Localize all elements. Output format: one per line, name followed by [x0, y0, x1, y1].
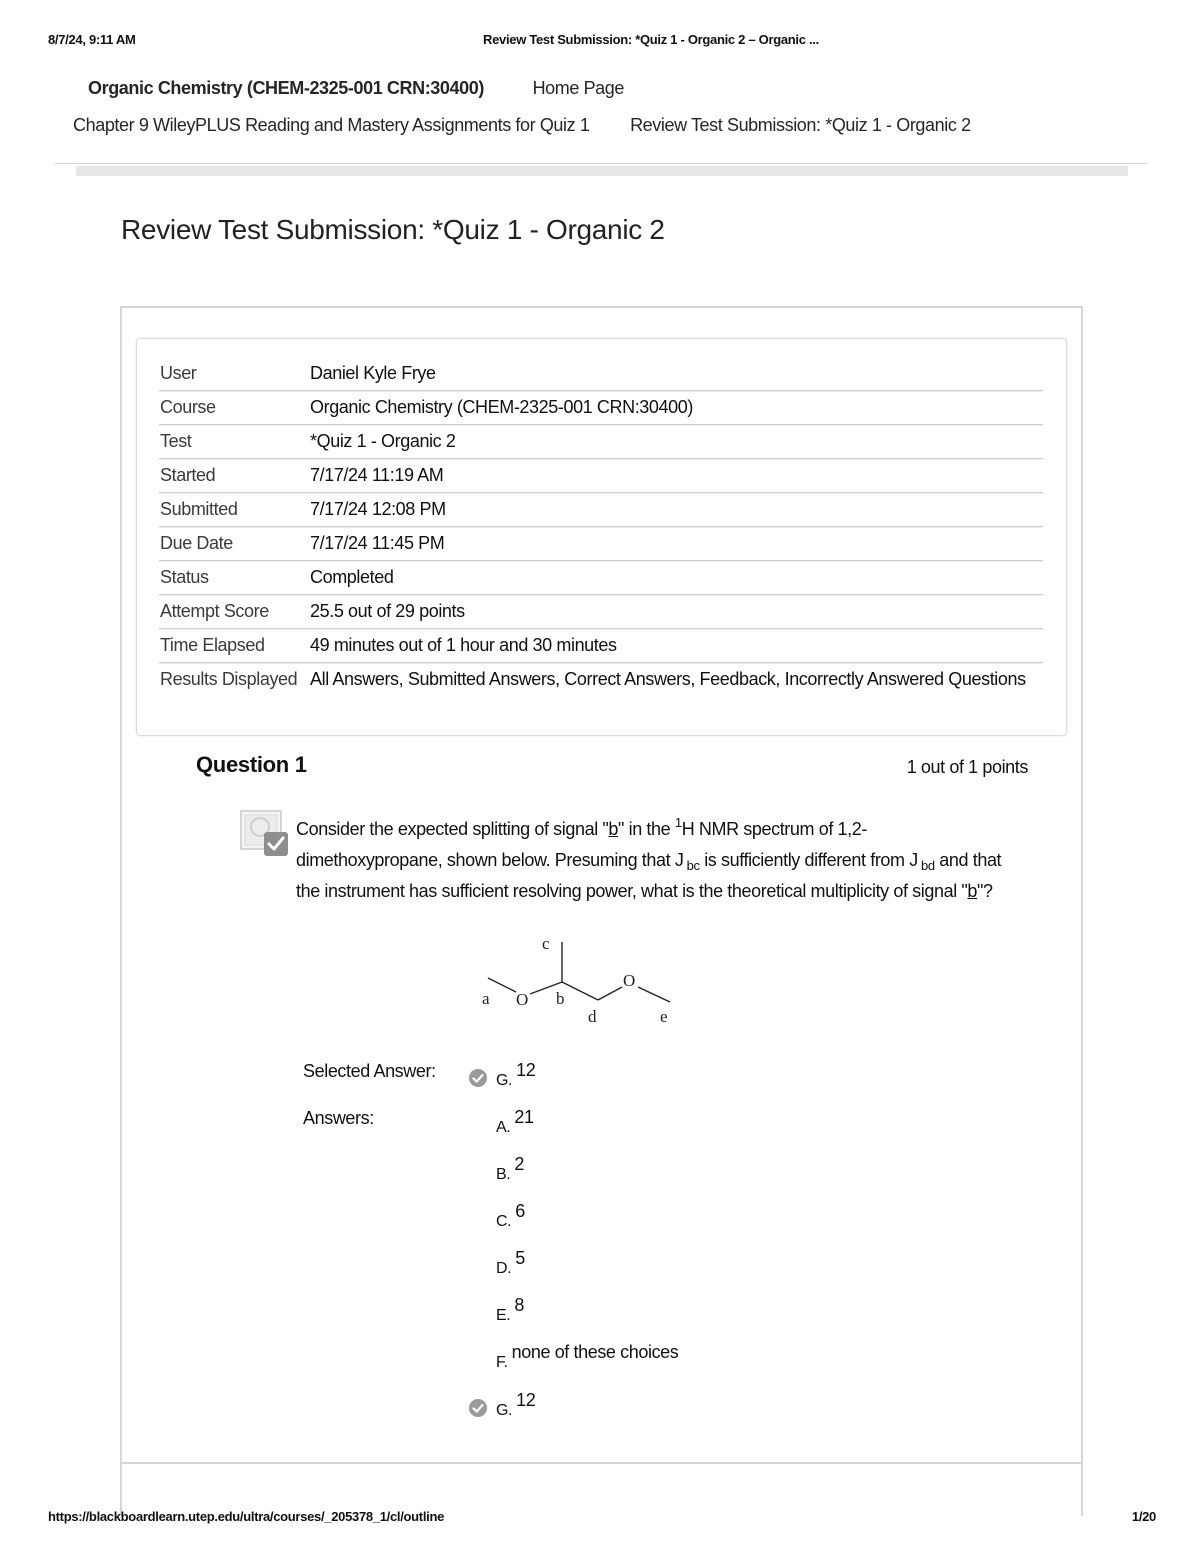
- option-text: 12: [516, 1390, 536, 1410]
- molecule-label-d: d: [588, 1007, 597, 1026]
- molecule-label-oxygen: O: [516, 990, 529, 1009]
- breadcrumb-row: [73, 115, 971, 136]
- breadcrumb-chapter-link[interactable]: Chapter 9 WileyPLUS Reading and Mastery Assignments for Quiz 1: [73, 115, 590, 135]
- answer-option: [496, 1107, 534, 1137]
- question-text: [296, 814, 1006, 907]
- molecule-label-c: c: [542, 934, 550, 953]
- option-text: 6: [515, 1201, 525, 1221]
- signal-label: b: [967, 881, 978, 901]
- option-letter: F.: [496, 1354, 508, 1371]
- detail-label: Results Displayed: [160, 669, 298, 689]
- print-footer: [48, 1509, 1156, 1527]
- breadcrumb-current: Review Test Submission: *Quiz 1 - Organic 2: [630, 115, 971, 135]
- detail-label: User: [160, 363, 197, 383]
- signal-label: b: [608, 819, 619, 839]
- question-title: Question 1: [196, 752, 307, 777]
- molecule-label-oxygen: O: [623, 971, 636, 990]
- question-header: [196, 752, 1028, 782]
- correct-check-icon: [468, 1398, 488, 1418]
- page-title: Review Test Submission: *Quiz 1 - Organic 2: [121, 214, 665, 245]
- correct-status-icon: [240, 808, 290, 858]
- detail-value: Daniel Kyle Frye: [310, 363, 436, 383]
- detail-label: Due Date: [160, 533, 233, 553]
- print-header: [48, 32, 1156, 50]
- question-text-part: Consider the expected splitting of signal ": [296, 819, 609, 839]
- detail-row-results-displayed: [159, 663, 1043, 725]
- detail-value: Organic Chemistry (CHEM-2325-001 CRN:30400): [310, 397, 693, 417]
- answer-option: [496, 1154, 524, 1184]
- detail-row-submitted: [159, 493, 1043, 527]
- detail-label: Course: [160, 397, 216, 417]
- header-divider: [55, 163, 1148, 164]
- option-letter: G.: [496, 1402, 513, 1419]
- option-letter: G.: [496, 1072, 513, 1089]
- detail-value: All Answers, Submitted Answers, Correct Answers, Feedback, Incorrectly Answered Questions: [310, 669, 1026, 689]
- print-page-number: 1/20: [1131, 1509, 1156, 1524]
- detail-value: 7/17/24 11:19 AM: [310, 465, 444, 485]
- answer-option: [496, 1248, 525, 1278]
- option-letter: B.: [496, 1166, 511, 1183]
- question-text-part: is sufficiently different from J: [699, 850, 918, 870]
- detail-row-time-elapsed: [159, 629, 1043, 663]
- breadcrumb-row: [88, 78, 624, 99]
- selected-answer-label: Selected Answer:: [303, 1061, 436, 1081]
- molecule-label-a: a: [482, 989, 490, 1008]
- molecule-structure: [470, 932, 690, 1030]
- detail-value: 25.5 out of 29 points: [310, 601, 465, 621]
- detail-label: Attempt Score: [160, 601, 269, 621]
- option-letter: C.: [496, 1213, 512, 1230]
- question-text-part: " in the: [618, 819, 675, 839]
- detail-value: 49 minutes out of 1 hour and 30 minutes: [310, 635, 617, 655]
- detail-label: Test: [160, 431, 192, 451]
- option-text: 12: [516, 1060, 536, 1080]
- print-title: Review Test Submission: *Quiz 1 - Organic 2 – Organic ...: [483, 32, 819, 47]
- molecule-label-e: e: [660, 1007, 668, 1026]
- question-divider: [120, 1462, 1083, 1464]
- submission-details: [136, 338, 1067, 736]
- detail-label: Submitted: [160, 499, 238, 519]
- print-date: 8/7/24, 9:11 AM: [48, 32, 136, 47]
- detail-row-due-date: [159, 527, 1043, 561]
- option-text: 8: [514, 1295, 524, 1315]
- detail-row-test: [159, 425, 1043, 459]
- breadcrumb-course-link[interactable]: Organic Chemistry (CHEM-2325-001 CRN:30400): [88, 78, 484, 98]
- option-text: 5: [515, 1248, 525, 1268]
- question-points: 1 out of 1 points: [906, 757, 1028, 777]
- answer-option-correct: [496, 1390, 535, 1420]
- detail-row-attempt-score: [159, 595, 1043, 629]
- detail-row-user: [159, 357, 1043, 391]
- answer-option: [496, 1295, 524, 1325]
- question-text-part: "?: [977, 881, 993, 901]
- detail-value: 7/17/24 12:08 PM: [310, 499, 446, 519]
- detail-row-started: [159, 459, 1043, 493]
- molecule-label-b: b: [556, 989, 565, 1008]
- correct-check-icon: [468, 1068, 488, 1088]
- superscript: 1: [674, 815, 682, 830]
- subscript: bd: [917, 858, 935, 873]
- subscript: bc: [683, 858, 700, 873]
- selected-answer: [496, 1060, 535, 1090]
- answers-label: Answers:: [303, 1108, 374, 1128]
- question-text-part: H NMR spectrum of 1,2-dimethoxypropane, shown below. Presuming that J: [296, 819, 867, 870]
- detail-label: Time Elapsed: [160, 635, 265, 655]
- answer-option: [496, 1201, 525, 1231]
- answer-option: [496, 1342, 678, 1372]
- detail-value: 7/17/24 11:45 PM: [310, 533, 445, 553]
- option-text: none of these choices: [511, 1342, 679, 1362]
- header-bar: [76, 166, 1128, 176]
- option-text: 2: [514, 1154, 524, 1174]
- detail-label: Started: [160, 465, 216, 485]
- question-text-part: and that the instrument has sufficient resolving power, what is the theoretical multiplicity of signal ": [296, 850, 1002, 901]
- option-letter: A.: [496, 1119, 511, 1136]
- option-letter: E.: [496, 1307, 511, 1324]
- detail-row-status: [159, 561, 1043, 595]
- breadcrumb-home-link[interactable]: Home Page: [532, 78, 625, 98]
- details-table: [159, 357, 1043, 725]
- detail-value: *Quiz 1 - Organic 2: [310, 431, 456, 451]
- detail-value: Completed: [310, 567, 394, 587]
- detail-label: Status: [160, 567, 209, 587]
- print-url: https://blackboardlearn.utep.edu/ultra/courses/_205378_1/cl/outline: [48, 1509, 445, 1524]
- detail-row-course: [159, 391, 1043, 425]
- option-text: 21: [514, 1107, 534, 1127]
- option-letter: D.: [496, 1260, 512, 1277]
